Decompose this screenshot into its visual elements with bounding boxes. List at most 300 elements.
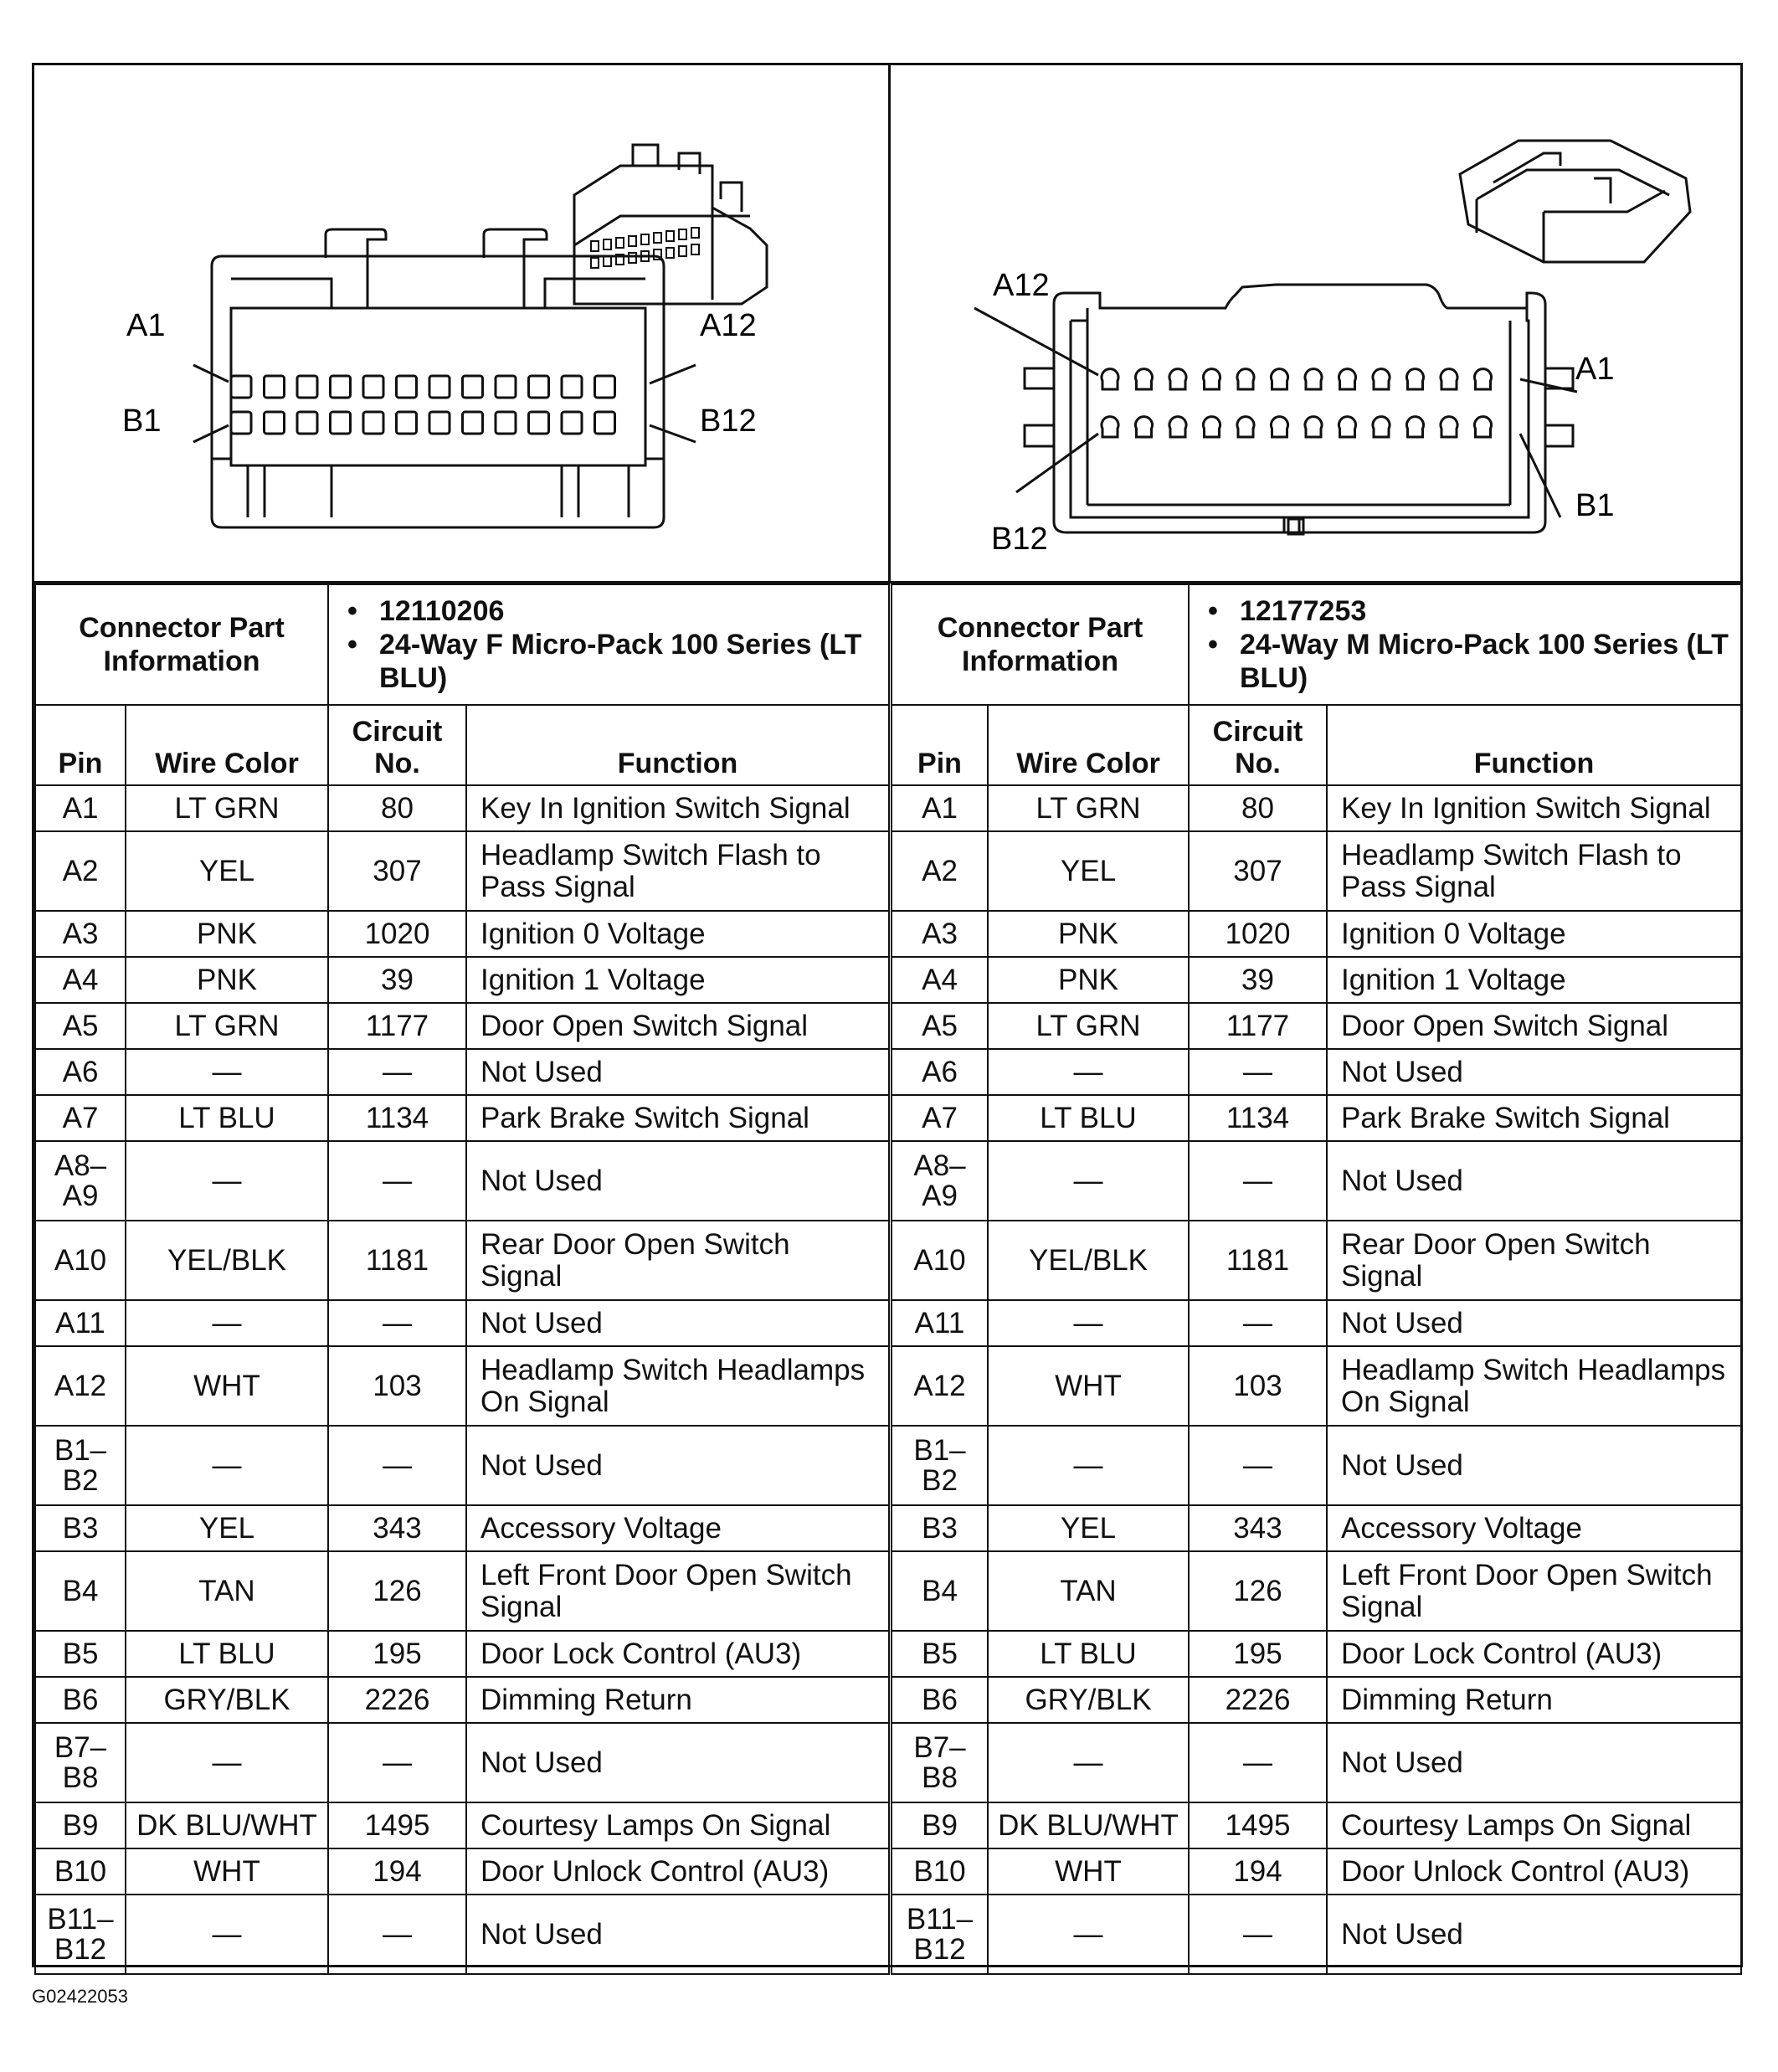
- function-text: Not Used: [1341, 1055, 1463, 1088]
- circuit-number-column-header-line: Circuit: [352, 716, 443, 748]
- wire-color-cell: LT GRN: [126, 785, 328, 831]
- pin-cell: [892, 1848, 988, 1895]
- female-pin-cavity: [231, 376, 251, 398]
- table-row: [35, 1049, 889, 1095]
- pin-id: B2: [922, 1463, 958, 1497]
- circuit-number-cell: 126: [1189, 1551, 1327, 1631]
- connector-part-info-row: [35, 584, 889, 705]
- function-text: Ignition 0 Voltage: [480, 917, 706, 950]
- female-pin-cavity: [429, 412, 450, 434]
- function-column-header: Function: [1327, 705, 1741, 785]
- pin-label-a1: A1: [126, 308, 166, 343]
- circuit-number-cell: 103: [1189, 1346, 1327, 1426]
- pin-cell: [35, 1141, 126, 1221]
- function-cell: [1327, 1095, 1741, 1141]
- function-text: Headlamp Switch Headlamps: [1341, 1353, 1726, 1386]
- male-pin: [1305, 417, 1322, 437]
- circuit-number-cell: 39: [1189, 957, 1327, 1003]
- male-pin: [1136, 369, 1153, 389]
- circuit-number-cell: —: [1189, 1049, 1327, 1095]
- function-cell: [1327, 785, 1741, 831]
- function-text: Not Used: [1341, 1917, 1463, 1951]
- circuit-number-column-header: [328, 705, 466, 785]
- pin-cell: [35, 1221, 126, 1300]
- function-cell: [466, 1095, 889, 1141]
- wire-color-cell: YEL: [988, 831, 1189, 911]
- function-cell: [466, 1848, 889, 1895]
- pin-id: B7–: [913, 1730, 966, 1764]
- function-cell: [466, 1895, 889, 1974]
- table-row: [35, 1346, 889, 1426]
- pin-label-a12: A12: [700, 308, 757, 343]
- function-cell: [466, 1631, 889, 1677]
- function-cell: [466, 1677, 889, 1723]
- pin-cell: [892, 1631, 988, 1677]
- wire-color-column-header: Wire Color: [126, 705, 328, 785]
- table-row: [892, 785, 1741, 831]
- function-text: Dimming Return: [1341, 1683, 1553, 1716]
- function-cell: [466, 1551, 889, 1631]
- pin-id: A2: [62, 854, 99, 887]
- function-cell: [1327, 1300, 1741, 1346]
- function-cell: [466, 1300, 889, 1346]
- pin-cell: [892, 1723, 988, 1802]
- wire-color-cell: LT BLU: [988, 1631, 1189, 1677]
- circuit-number-cell: 1020: [1189, 911, 1327, 957]
- pin-id: B5: [922, 1637, 958, 1670]
- male-pin: [1339, 417, 1356, 437]
- function-text: Not Used: [480, 1055, 603, 1088]
- table-row: [892, 1723, 1741, 1802]
- circuit-number-cell: 1495: [1189, 1802, 1327, 1848]
- function-text: Courtesy Lamps On Signal: [480, 1808, 831, 1842]
- function-cell: [466, 1426, 889, 1505]
- female-pin-cavity: [363, 376, 383, 398]
- function-text: Door Open Switch Signal: [1341, 1009, 1669, 1042]
- female-pin-cavity: [562, 412, 582, 434]
- info-heading-line: Information: [103, 645, 260, 677]
- function-text: Ignition 0 Voltage: [1341, 917, 1566, 950]
- circuit-number-cell: 1181: [1189, 1221, 1327, 1300]
- circuit-number-cell: 343: [1189, 1505, 1327, 1551]
- function-cell: [466, 1505, 889, 1551]
- function-cell: [1327, 1141, 1741, 1221]
- circuit-number-cell: 307: [1189, 831, 1327, 911]
- pin-id: A8–: [913, 1149, 966, 1182]
- function-text: Accessory Voltage: [480, 1511, 722, 1545]
- pin-cell: [892, 1802, 988, 1848]
- function-text: Door Unlock Control (AU3): [480, 1854, 830, 1888]
- female-pin-cavity: [231, 412, 251, 434]
- function-text: Headlamp Switch Flash to: [1341, 838, 1682, 871]
- male-pin: [1237, 369, 1254, 389]
- male-connector-drawing: [891, 65, 1740, 581]
- wire-color-cell: YEL: [126, 831, 328, 911]
- male-pin: [1237, 417, 1254, 437]
- table-row: [892, 1003, 1741, 1049]
- wire-color-cell: PNK: [126, 911, 328, 957]
- function-text: Not Used: [1341, 1306, 1463, 1339]
- pin-column-header: Pin: [892, 705, 988, 785]
- pin-cell: [892, 1505, 988, 1551]
- function-text: Ignition 1 Voltage: [1341, 963, 1566, 996]
- connector-part-info-details: [328, 584, 889, 705]
- circuit-number-cell: —: [328, 1426, 466, 1505]
- wire-color-cell: WHT: [988, 1848, 1189, 1895]
- info-heading-line: Information: [962, 645, 1118, 677]
- pin-column-header: Pin: [35, 705, 126, 785]
- pin-id: B6: [922, 1683, 958, 1716]
- table-row: [892, 1551, 1741, 1631]
- pin-id: A7: [62, 1101, 99, 1134]
- pin-id: A11: [914, 1306, 965, 1339]
- function-cell: [466, 831, 889, 911]
- function-text: Park Brake Switch Signal: [1341, 1101, 1670, 1134]
- function-cell: [1327, 957, 1741, 1003]
- pin-cell: [892, 785, 988, 831]
- pin-id: B4: [62, 1574, 99, 1607]
- male-pin: [1441, 369, 1457, 389]
- table-row: [35, 1848, 889, 1895]
- bullet-icon: •: [1208, 595, 1218, 627]
- pin-id: A5: [62, 1009, 99, 1042]
- pin-id: A11: [55, 1306, 105, 1339]
- table-row: [892, 911, 1741, 957]
- pin-id: A1: [62, 791, 99, 825]
- function-text: Left Front Door Open Switch: [480, 1558, 852, 1591]
- function-cell: [1327, 1049, 1741, 1095]
- wire-color-cell: —: [126, 1723, 328, 1802]
- bullet-icon: •: [1208, 629, 1218, 661]
- female-pin-cavity: [496, 376, 516, 398]
- column-header-row: [35, 705, 889, 785]
- circuit-number-column-header: [1189, 705, 1327, 785]
- function-text: Signal: [1341, 1259, 1423, 1293]
- pin-id: B5: [62, 1637, 99, 1670]
- wire-color-cell: LT BLU: [126, 1095, 328, 1141]
- function-cell: [466, 1141, 889, 1221]
- table-row: [892, 1095, 1741, 1141]
- pin-cell: [35, 1802, 126, 1848]
- label-leader-b12: [650, 425, 696, 442]
- function-cell: [1327, 1346, 1741, 1426]
- pin-cell: [35, 1895, 126, 1974]
- wire-color-cell: LT BLU: [988, 1095, 1189, 1141]
- male-connector-face-view: [974, 285, 1577, 534]
- male-pin: [1305, 369, 1322, 389]
- connector-description: 24-Way F Micro-Pack 100 Series (LT BLU): [379, 629, 862, 694]
- pin-cell: [892, 1049, 988, 1095]
- connector-part-number: 12110206: [379, 595, 505, 627]
- table-row: [892, 957, 1741, 1003]
- female-pin-cavity: [265, 376, 285, 398]
- pin-id: B1–: [913, 1433, 966, 1467]
- circuit-number-cell: —: [328, 1300, 466, 1346]
- male-pin: [1339, 369, 1356, 389]
- pin-cell: [35, 1346, 126, 1426]
- function-text: Accessory Voltage: [1341, 1511, 1582, 1545]
- table-row: [35, 1095, 889, 1141]
- pin-cell: [35, 1426, 126, 1505]
- pin-id: B9: [922, 1808, 958, 1842]
- female-connector-panel: [34, 65, 891, 581]
- circuit-number-column-header-line: No.: [1235, 748, 1281, 779]
- wire-color-cell: PNK: [988, 957, 1189, 1003]
- pin-cell: [892, 1095, 988, 1141]
- function-cell: [1327, 831, 1741, 911]
- pin-id: B11–: [906, 1902, 974, 1936]
- male-pin: [1102, 369, 1118, 389]
- function-text: Headlamp Switch Flash to: [480, 838, 821, 871]
- pin-id: A7: [922, 1101, 958, 1134]
- info-heading-line: Connector Part: [79, 612, 285, 644]
- bullet-icon: •: [347, 629, 357, 661]
- circuit-number-cell: 1177: [328, 1003, 466, 1049]
- male-pin: [1102, 417, 1118, 437]
- function-cell: [1327, 1895, 1741, 1974]
- female-pin-cavity: [463, 412, 483, 434]
- circuit-number-cell: 80: [1189, 785, 1327, 831]
- wire-color-cell: DK BLU/WHT: [126, 1802, 328, 1848]
- function-cell: [1327, 1848, 1741, 1895]
- wire-color-cell: —: [988, 1723, 1189, 1802]
- male-pin: [1136, 417, 1153, 437]
- pin-id: B2: [62, 1463, 99, 1497]
- pin-id: A6: [922, 1055, 958, 1088]
- female-pin-cavity: [397, 376, 417, 398]
- function-text: Not Used: [1341, 1164, 1463, 1197]
- pin-cell: [35, 1003, 126, 1049]
- function-cell: [1327, 1003, 1741, 1049]
- function-cell: [466, 911, 889, 957]
- male-connector-panel: [891, 65, 1740, 581]
- pin-id: A3: [62, 917, 99, 950]
- function-cell: [466, 785, 889, 831]
- circuit-number-cell: —: [1189, 1141, 1327, 1221]
- circuit-number-cell: —: [1189, 1300, 1327, 1346]
- pin-id: A12: [54, 1369, 107, 1402]
- pin-id: A9: [922, 1179, 958, 1212]
- function-cell: [466, 1346, 889, 1426]
- table-row: [892, 1346, 1741, 1426]
- function-text: On Signal: [1341, 1385, 1470, 1418]
- circuit-number-cell: —: [1189, 1895, 1327, 1974]
- wire-color-cell: —: [988, 1049, 1189, 1095]
- function-cell: [1327, 1505, 1741, 1551]
- function-text: Not Used: [1341, 1448, 1463, 1482]
- pin-id: B10: [54, 1854, 107, 1888]
- wire-color-cell: PNK: [988, 911, 1189, 957]
- info-heading-line: Connector Part: [937, 612, 1143, 644]
- function-text: Door Lock Control (AU3): [480, 1637, 802, 1670]
- diagram-frame: [32, 63, 1743, 1967]
- female-pin-cavity: [595, 412, 615, 434]
- wire-color-cell: DK BLU/WHT: [988, 1802, 1189, 1848]
- female-pin-cavity: [496, 412, 516, 434]
- circuit-number-cell: 103: [328, 1346, 466, 1426]
- table-row: [892, 1895, 1741, 1974]
- connector-diagrams: [34, 65, 1740, 584]
- wire-color-cell: —: [988, 1426, 1189, 1505]
- female-pin-cavity: [331, 412, 351, 434]
- function-column-header: Function: [466, 705, 889, 785]
- pin-label-b12: B12: [991, 522, 1048, 557]
- function-text: Pass Signal: [1341, 870, 1496, 903]
- table-row: [35, 1551, 889, 1631]
- function-text: Door Unlock Control (AU3): [1341, 1854, 1690, 1888]
- table-row: [892, 1426, 1741, 1505]
- female-pin-cavity: [562, 376, 582, 398]
- pin-cell: [892, 1003, 988, 1049]
- connector-part-info-row: [892, 584, 1741, 705]
- function-cell: [1327, 1221, 1741, 1300]
- pin-label-b1: B1: [1575, 488, 1615, 523]
- circuit-number-cell: 39: [328, 957, 466, 1003]
- wire-color-cell: —: [988, 1300, 1189, 1346]
- pin-id: B12: [54, 1932, 107, 1966]
- pin-label-a12: A12: [993, 268, 1050, 303]
- table-row: [892, 1141, 1741, 1221]
- connector-part-info-details: [1189, 584, 1741, 705]
- circuit-number-cell: 194: [328, 1848, 466, 1895]
- pin-id: A6: [62, 1055, 99, 1088]
- circuit-number-cell: 1134: [328, 1095, 466, 1141]
- pin-id: A2: [922, 854, 958, 887]
- pin-cell: [35, 831, 126, 911]
- info-item: [347, 594, 883, 628]
- pin-id: A4: [62, 963, 99, 996]
- table-row: [892, 1677, 1741, 1723]
- function-text: On Signal: [480, 1385, 609, 1418]
- figure-id: G02422053: [32, 1986, 128, 2007]
- circuit-number-cell: 307: [328, 831, 466, 911]
- pin-cell: [35, 1677, 126, 1723]
- wire-color-cell: —: [126, 1141, 328, 1221]
- male-pin: [1407, 417, 1424, 437]
- function-cell: [466, 1221, 889, 1300]
- circuit-number-cell: 1181: [328, 1221, 466, 1300]
- function-text: Key In Ignition Switch Signal: [1341, 791, 1711, 825]
- function-text: Signal: [480, 1590, 563, 1623]
- connector-part-info-heading: [892, 584, 1189, 705]
- info-item: [1208, 594, 1735, 628]
- wire-color-cell: LT BLU: [126, 1631, 328, 1677]
- table-row: [35, 785, 889, 831]
- pin-cell: [35, 957, 126, 1003]
- circuit-number-cell: —: [1189, 1723, 1327, 1802]
- table-row: [892, 1049, 1741, 1095]
- label-leader-b12: [1016, 434, 1098, 492]
- pin-id: A3: [922, 917, 958, 950]
- female-connector-pinout-table: [34, 584, 890, 1975]
- table-row: [35, 1895, 889, 1974]
- function-text: Pass Signal: [480, 870, 635, 903]
- pin-id: B12: [913, 1932, 966, 1966]
- female-pin-cavity: [297, 412, 317, 434]
- function-cell: [1327, 1551, 1741, 1631]
- wire-color-cell: —: [126, 1895, 328, 1974]
- function-cell: [466, 1049, 889, 1095]
- female-pin-cavity: [297, 376, 317, 398]
- male-pin: [1169, 369, 1186, 389]
- table-row: [892, 1802, 1741, 1848]
- pin-id: A10: [54, 1243, 107, 1277]
- circuit-number-cell: 2226: [328, 1677, 466, 1723]
- function-cell: [466, 957, 889, 1003]
- circuit-number-column-header-line: No.: [374, 748, 420, 779]
- pin-id: B6: [62, 1683, 99, 1716]
- pin-cell: [35, 1848, 126, 1895]
- female-pin-cavity: [529, 412, 549, 434]
- wire-color-cell: YEL: [988, 1505, 1189, 1551]
- function-cell: [466, 1802, 889, 1848]
- table-row: [35, 831, 889, 911]
- function-text: Rear Door Open Switch: [1341, 1227, 1651, 1261]
- female-pin-cavity: [463, 376, 483, 398]
- wire-color-column-header: Wire Color: [988, 705, 1189, 785]
- function-text: Headlamp Switch Headlamps: [480, 1353, 866, 1386]
- female-pin-cavity: [429, 376, 450, 398]
- table-row: [35, 1300, 889, 1346]
- male-pin: [1373, 369, 1390, 389]
- female-pin-cavity: [529, 376, 549, 398]
- pin-cell: [35, 785, 126, 831]
- male-pin: [1475, 369, 1492, 389]
- function-text: Not Used: [480, 1306, 603, 1339]
- function-cell: [1327, 1426, 1741, 1505]
- pin-cell: [892, 1677, 988, 1723]
- circuit-number-cell: —: [328, 1723, 466, 1802]
- table-row: [892, 831, 1741, 911]
- wire-color-cell: LT GRN: [126, 1003, 328, 1049]
- circuit-number-cell: 1020: [328, 911, 466, 957]
- table-row: [35, 1141, 889, 1221]
- function-text: Signal: [1341, 1590, 1423, 1623]
- pin-id: A5: [922, 1009, 958, 1042]
- female-pin-cavity: [331, 376, 351, 398]
- function-text: Not Used: [480, 1746, 603, 1779]
- male-pin: [1204, 417, 1220, 437]
- pin-id: B8: [922, 1761, 958, 1794]
- table-row: [892, 1300, 1741, 1346]
- table-row: [35, 1003, 889, 1049]
- circuit-number-cell: 1134: [1189, 1095, 1327, 1141]
- function-cell: [1327, 1802, 1741, 1848]
- wire-color-cell: GRY/BLK: [988, 1677, 1189, 1723]
- wire-color-cell: PNK: [126, 957, 328, 1003]
- male-pin: [1373, 417, 1390, 437]
- pin-cell: [892, 1141, 988, 1221]
- function-text: Dimming Return: [480, 1683, 692, 1716]
- table-row: [35, 911, 889, 957]
- circuit-number-cell: —: [1189, 1426, 1327, 1505]
- pin-label-a1: A1: [1575, 352, 1615, 387]
- pin-cell: [35, 911, 126, 957]
- male-pin: [1407, 369, 1424, 389]
- circuit-number-cell: 126: [328, 1551, 466, 1631]
- pin-label-b1: B1: [122, 404, 162, 439]
- wire-color-cell: YEL/BLK: [126, 1221, 328, 1300]
- circuit-number-cell: —: [328, 1141, 466, 1221]
- wire-color-cell: LT GRN: [988, 1003, 1189, 1049]
- circuit-number-cell: 195: [1189, 1631, 1327, 1677]
- function-text: Not Used: [1341, 1746, 1463, 1779]
- circuit-number-cell: —: [328, 1049, 466, 1095]
- circuit-number-cell: 1495: [328, 1802, 466, 1848]
- pin-cell: [892, 831, 988, 911]
- circuit-number-cell: 195: [328, 1631, 466, 1677]
- function-text: Key In Ignition Switch Signal: [480, 791, 850, 825]
